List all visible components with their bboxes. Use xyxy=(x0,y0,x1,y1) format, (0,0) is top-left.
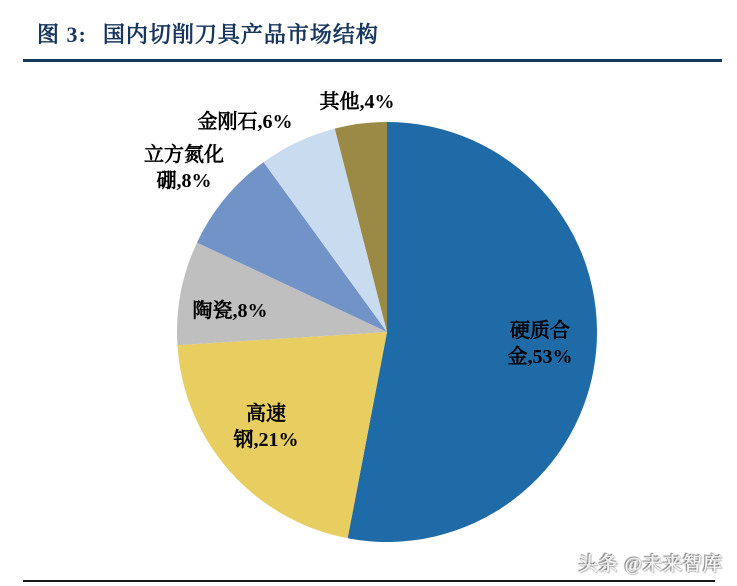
slice-label-金刚石: 金刚石,6% xyxy=(197,111,293,133)
slice-label-高速钢: 高速 钢,21% xyxy=(233,403,299,451)
slice-label-陶瓷: 陶瓷,8% xyxy=(192,300,268,322)
slice-label-立方氮化硼: 立方氮化 硼,8% xyxy=(144,144,224,192)
page-title: 国内切削刀具产品市场结构 xyxy=(102,22,379,47)
bottom-rule xyxy=(23,580,715,582)
slice-label-其他: 其他,4% xyxy=(319,91,395,113)
figure-number-label: 图 3: xyxy=(37,22,87,47)
slice-label-硬质合金: 硬质合 金,53% xyxy=(507,320,573,368)
watermark-text: 头条 @未来智库 xyxy=(578,554,723,575)
